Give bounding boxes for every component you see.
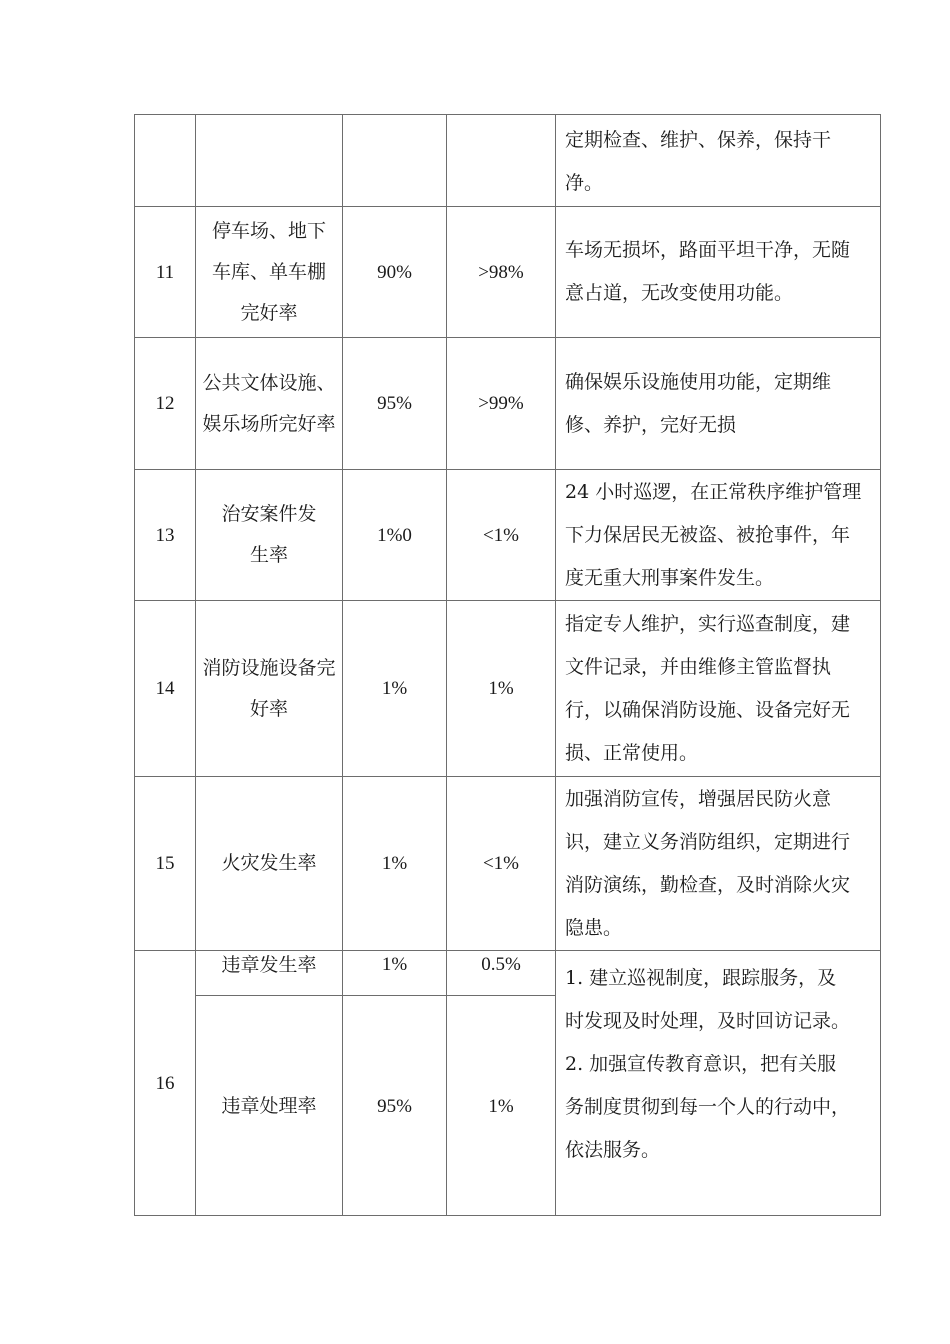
measure-text: 1. 建立巡视制度，跟踪服务，及 时发现及时处理，及时回访记录。 2. 加强宣传教育意识，把有关服 务制度贯彻到每一个人的行动中， 依法服务。 bbox=[556, 951, 881, 1216]
current-rate: 90% bbox=[343, 207, 447, 338]
current-rate: 1% bbox=[343, 601, 447, 777]
table-row bbox=[135, 338, 881, 470]
measure-text: 加强消防宣传，增强居民防火意 识，建立义务消防组织，定期进行 消防演练，勤检查，及时消除火灾 隐患。 bbox=[556, 777, 881, 951]
row-number bbox=[135, 115, 196, 207]
current-rate: 1%0 bbox=[343, 470, 447, 601]
item-name: 公共文体设施、 娱乐场所完好率 bbox=[196, 338, 343, 470]
item-name: 消防设施设备完 好率 bbox=[196, 601, 343, 777]
target-rate: 0.5% bbox=[447, 951, 556, 996]
item-name: 违章发生率 bbox=[196, 951, 343, 996]
current-rate: 1% bbox=[343, 777, 447, 951]
row-number: 16 bbox=[135, 951, 196, 1216]
target-rate: >98% bbox=[447, 207, 556, 338]
item-name: 停车场、地下 车库、单车棚 完好率 bbox=[196, 207, 343, 338]
row-number: 13 bbox=[135, 470, 196, 601]
row-number: 15 bbox=[135, 777, 196, 951]
target-rate: >99% bbox=[447, 338, 556, 470]
current-rate: 95% bbox=[343, 338, 447, 470]
table-row bbox=[135, 601, 881, 777]
item-name: 违章处理率 bbox=[196, 996, 343, 1216]
measure-text: 定期检查、维护、保养，保持干 净。 bbox=[556, 115, 881, 207]
item-name bbox=[196, 115, 343, 207]
measure-text: 车场无损坏，路面平坦干净，无随 意占道，无改变使用功能。 bbox=[556, 207, 881, 338]
row-number: 12 bbox=[135, 338, 196, 470]
table-row bbox=[135, 115, 881, 207]
row-number: 14 bbox=[135, 601, 196, 777]
row-number: 11 bbox=[135, 207, 196, 338]
table-row bbox=[135, 207, 881, 338]
table-row bbox=[135, 777, 881, 951]
target-rate: <1% bbox=[447, 470, 556, 601]
target-rate bbox=[447, 115, 556, 207]
table-row bbox=[135, 470, 881, 601]
target-rate: <1% bbox=[447, 777, 556, 951]
standards-table bbox=[134, 114, 881, 1216]
item-name: 治安案件发 生率 bbox=[196, 470, 343, 601]
current-rate: 95% bbox=[343, 996, 447, 1216]
measure-text: 指定专人维护，实行巡查制度，建 文件记录，并由维修主管监督执 行，以确保消防设施、设备完好无 损、正常使用。 bbox=[556, 601, 881, 777]
target-rate: 1% bbox=[447, 996, 556, 1216]
current-rate: 1% bbox=[343, 951, 447, 996]
item-name: 火灾发生率 bbox=[196, 777, 343, 951]
current-rate bbox=[343, 115, 447, 207]
measure-text: 24 小时巡逻，在正常秩序维护管理 下力保居民无被盗、被抢事件，年 度无重大刑事案件发生。 bbox=[556, 470, 881, 601]
target-rate: 1% bbox=[447, 601, 556, 777]
table-row bbox=[135, 951, 881, 996]
measure-text: 确保娱乐设施使用功能，定期维 修、养护，完好无损 bbox=[556, 338, 881, 470]
